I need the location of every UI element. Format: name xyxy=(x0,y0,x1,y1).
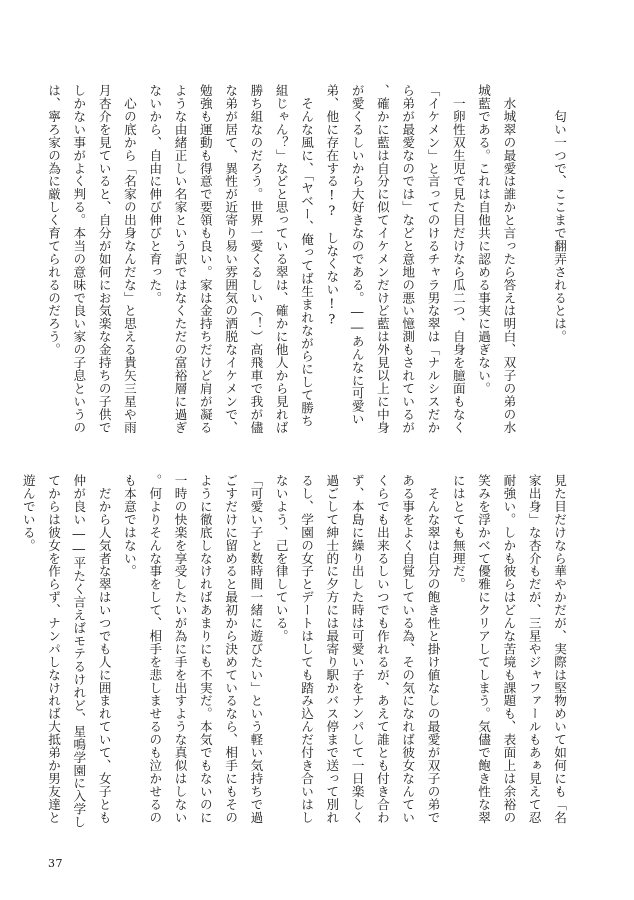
page-number: 37 xyxy=(48,857,63,870)
paragraph: 一卵性双生児で見た目だけなら瓜二つ、自身を臆面もなく「イケメン」と言ってのけるチャラ男な翠は「ナルシスだから弟が最愛なのでは」などと意地の悪い憶測もされているが、確かに藍は自分に似てイケメンだけど藍は外見以上に中身が愛くるしいから大好きなのである。――あんなに可愛い弟、他に存在する!? しなくない!? xyxy=(324,84,466,434)
paragraph: 心の底から「名家の出身なんだな」と思える貴矢三星や雨月杏介を見ていると、自分が如何にお気楽な金持ちの子供でしかない事がよく判る。本当の意味で良い家の子息というのは、寧ろ家の為に厳しく育てられるのだろう。 xyxy=(46,84,137,434)
upper-text-block xyxy=(46,84,572,436)
paragraph: そんな翠は自分の飽き性と掛け値なしの最愛が双子の弟である事をよく自覚している為、その気になれば彼女なんていくらでも出来るしいつでも作れるが、あえて誰とも付き合わず、本島に繰り出した時は可愛い子をナンパして一日楽しく過ごして紳士的に夕方には最寄り駅かバス停まで送って別れるし、学園の女子とデートはしても踏み込んだ付き合いはしないよう、己を律している。 xyxy=(273,474,441,824)
paragraph: 匂い一つで、ここまで翻弄されるとは。 xyxy=(552,84,567,343)
paragraph: 「可愛い子と数時間一緒に遊びたい」という軽い気持ちで過ごすだけに留めると最初から決めているなら、相手にもそのように徹底しなければあまりにも不実だ。本気でもないのに一時の快楽を享受したいが為に手を出すような真似はしない。何よりそんな事をして、相手を悲しませるのも泣かせるのも本意ではない。 xyxy=(121,474,264,824)
paragraph: だから人気者な翠はいつでも人に囲まれていて、女子とも仲が良い――平たく言えばモテるけれど、星鳴学園に入学してからは彼女を作らず、ナンパしなければ大抵弟か男友達と遊んでいる。 xyxy=(20,474,112,829)
paragraph: 見た目だけなら華やかだが、実際は堅物めいて如何にも「名家出身」な杏介もだが、三星やジャファールもあぁ見えて忍耐強い。しかも彼らはどんな苦境も課題も、表面上は余裕の笑みを浮かべて優雅にクリアしてしまう。気儘で飽き性な翠にはとても無理だ。 xyxy=(450,474,567,824)
paragraph xyxy=(521,84,546,436)
paragraph: 水城翠の最愛は誰かと言ったら答えは明白、双子の弟の水城藍である。これは自他共に認める事実に過ぎない。 xyxy=(476,84,517,434)
paragraph: そんな風に、「ヤベー、俺ってば生まれながらにして勝ち組じゃん？」などと思っている翠は、確かに他人から見れば勝ち組なのだろう。世界一愛くるしい（！）高飛車で我が儘な弟が居て、異性が近寄り易い雰囲気の洒脱なイケメンで、勉強も運動も得意で要領も良い。家は金持ちだけど肩が凝るような由緒正しい名家という訳ではなくただの富裕層に過ぎないから、自由に伸び伸びと育った。 xyxy=(147,84,315,434)
lower-text-block xyxy=(20,474,572,834)
